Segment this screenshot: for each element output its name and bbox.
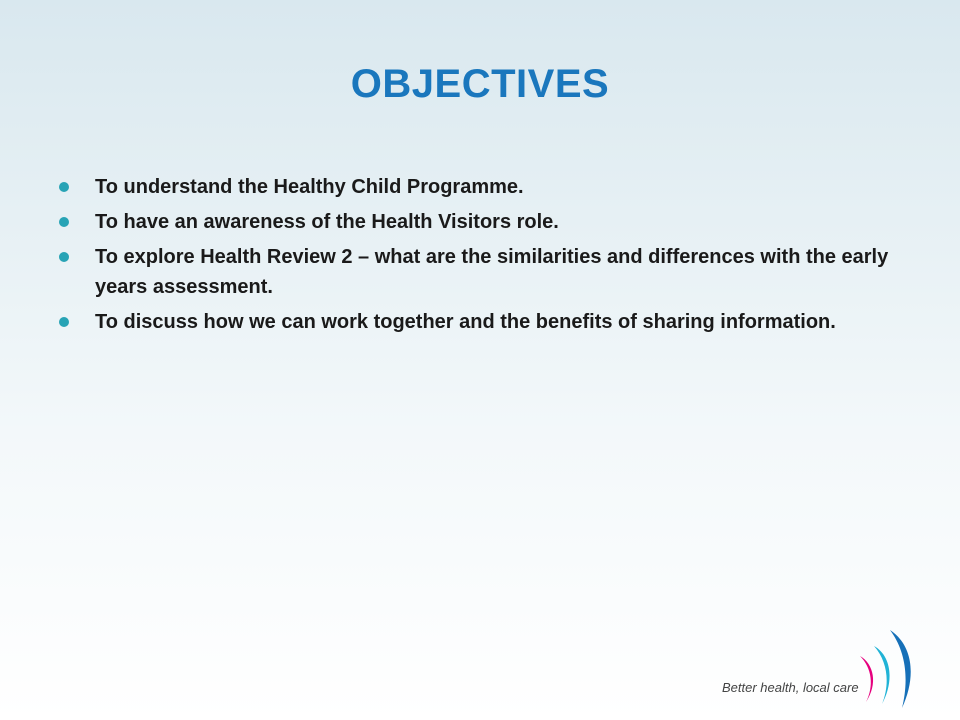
bullet-text: To discuss how we can work together and the benefits of sharing information. xyxy=(95,311,836,333)
bullet-text: To understand the Healthy Child Programme. xyxy=(95,176,524,198)
bullet-text: To have an awareness of the Health Visitors role. xyxy=(95,211,559,233)
sails-logo-icon xyxy=(848,628,918,708)
organisation-logo xyxy=(700,628,950,708)
list-item xyxy=(56,207,896,237)
bullet-icon xyxy=(59,217,69,227)
bullet-text: To explore Health Review 2 – what are the similarities and differences with the early years assessment. xyxy=(95,246,889,298)
list-item xyxy=(56,242,896,302)
list-item xyxy=(56,172,896,202)
objectives-list xyxy=(56,172,896,342)
list-item xyxy=(56,307,896,337)
bullet-icon xyxy=(59,252,69,262)
bullet-icon xyxy=(59,182,69,192)
logo-tagline: Better health, local care xyxy=(722,680,859,695)
slide-title: OBJECTIVES xyxy=(350,62,610,106)
bullet-icon xyxy=(59,317,69,327)
